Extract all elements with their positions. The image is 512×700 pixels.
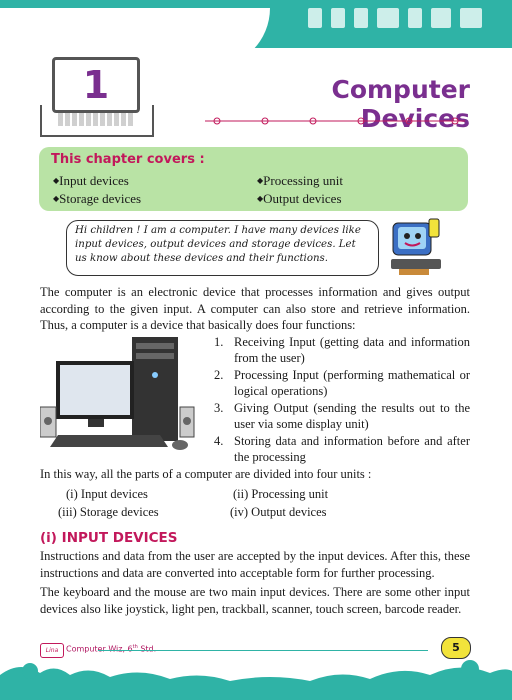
section-paragraph: The keyboard and the mouse are two main input devices. There are some other input devices also like joystick, light pen, trackball, scanner, touch screen, barcode reader. bbox=[40, 585, 470, 616]
list-item: 3. Giving Output (sending the results out to the user via some display unit) bbox=[214, 401, 470, 431]
desktop-computer-image bbox=[40, 335, 210, 455]
section-heading: (i) INPUT DEVICES bbox=[40, 530, 178, 546]
chapter-number: 1 bbox=[82, 63, 110, 107]
computer-mascot-icon bbox=[385, 217, 451, 279]
footer-divider bbox=[98, 650, 428, 651]
units-intro: In this way, all the parts of a computer are divided into four units : bbox=[40, 467, 372, 481]
book-title: Computer Wiz, 6th Std. bbox=[66, 644, 157, 654]
intro-paragraph: The computer is an electronic device that processes information and gives output according to the given input. A computer can also store and retrieve information. Thus, a computer is a device that basically does four functions: bbox=[40, 285, 470, 332]
covers-title: This chapter covers : bbox=[51, 152, 205, 167]
chapter-number-box bbox=[52, 57, 140, 113]
functions-list bbox=[214, 334, 470, 466]
unit-item: (iii) Storage devices bbox=[58, 505, 159, 519]
monitor-icon bbox=[460, 8, 482, 28]
header-banner bbox=[0, 0, 512, 48]
section-paragraph: Instructions and data from the user are accepted by the input devices. After this, these instructions and data are converted into acceptable form for further processing. bbox=[40, 549, 470, 580]
chapter-title: Computer Devices bbox=[331, 75, 470, 133]
decorative-divider bbox=[205, 114, 465, 128]
list-item: 1. Receiving Input (getting data and information from the user) bbox=[214, 335, 470, 365]
keyboard-icon bbox=[377, 8, 399, 28]
webcam-icon bbox=[354, 8, 368, 28]
unit-item: (iv) Output devices bbox=[230, 505, 327, 519]
printer-icon bbox=[431, 8, 451, 28]
list-item: 2. Processing Input (performing mathematical or logical operations) bbox=[214, 368, 470, 398]
covers-item: ◆ Processing unit bbox=[257, 173, 343, 189]
device-icons bbox=[308, 8, 482, 28]
covers-item: ◆ Output devices bbox=[257, 191, 342, 207]
covers-item: ◆ Storage devices bbox=[53, 191, 141, 207]
usb-drive-icon bbox=[331, 8, 345, 28]
speech-bubble: Hi children ! I am a computer. I have many devices like input devices, output devices and storage devices. Let us know about these devices and their functions. bbox=[66, 220, 379, 276]
cpu-tower-icon bbox=[308, 8, 322, 28]
chapter-covers-box bbox=[39, 147, 468, 211]
covers-item: ◆ Input devices bbox=[53, 173, 129, 189]
unit-item: (ii) Processing unit bbox=[233, 487, 329, 501]
bottom-bushes-decoration bbox=[0, 655, 512, 700]
unit-item: (i) Input devices bbox=[66, 487, 148, 501]
list-item: 4. Storing data and information before and after the processing bbox=[214, 434, 470, 464]
page-number: 5 bbox=[441, 637, 471, 659]
publisher-logo: Lina bbox=[40, 643, 64, 658]
speaker-icon bbox=[408, 8, 422, 28]
